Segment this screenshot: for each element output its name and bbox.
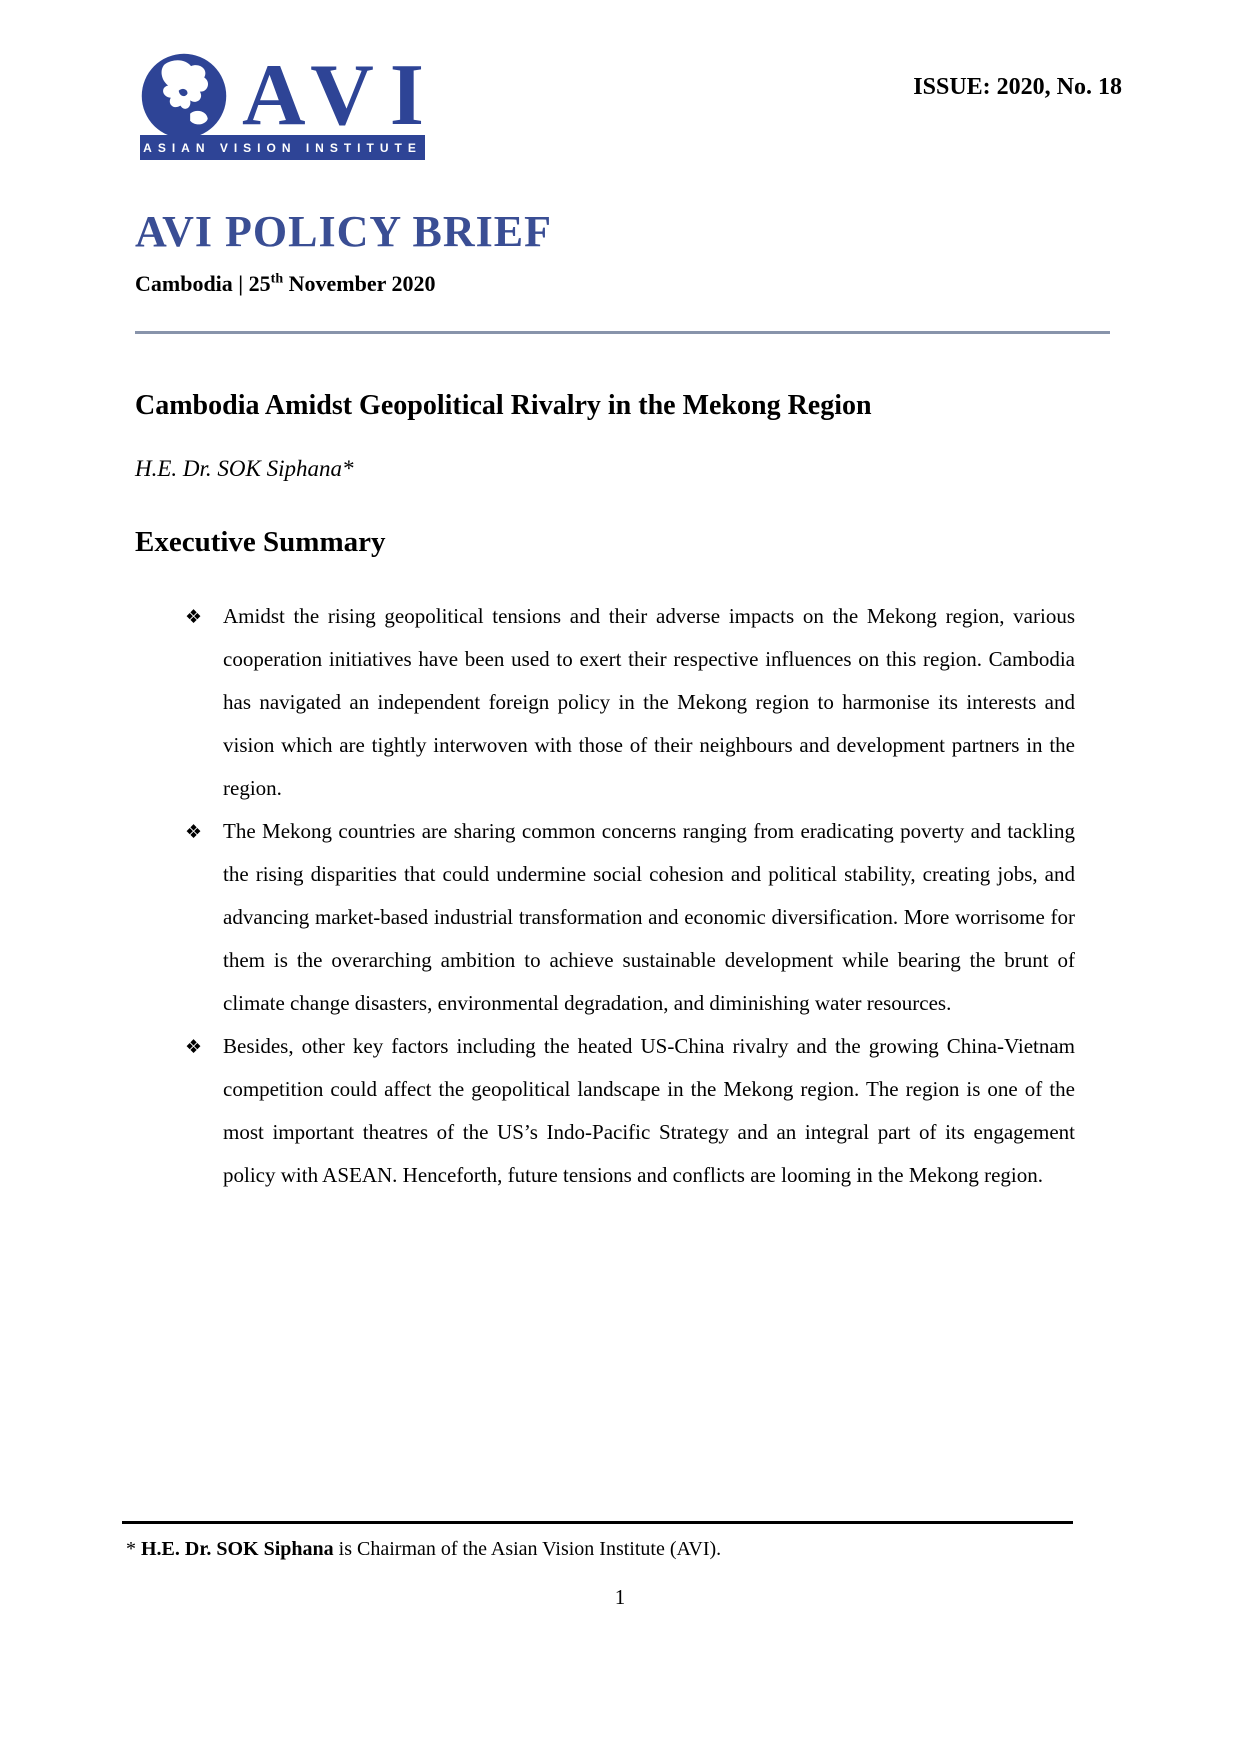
summary-bullet-1-text: Amidst the rising geopolitical tensions and their adverse impacts on the Mekong region, various cooperation initiatives have been used to exert their respective influences on this region. Cambodia has navigated an independent foreign policy in the Mekong region to harmonise its interests and vision which are tightly interwoven with those of their neighbours and development partners in the region. — [223, 604, 1075, 800]
four-diamond-bullet-icon: ❖ — [185, 821, 203, 843]
summary-bullet-2 — [185, 810, 1075, 1025]
logo-tagline: ASIAN VISION INSTITUTE — [140, 135, 425, 160]
dateline-prefix: Cambodia | 25 — [135, 271, 271, 296]
footnote-author-name: H.E. Dr. SOK Siphana — [141, 1538, 334, 1560]
footnote — [126, 1538, 721, 1561]
footnote-text: is Chairman of the Asian Vision Institute (AVI). — [333, 1538, 722, 1560]
masthead-title: AVI POLICY BRIEF — [135, 207, 552, 256]
header-divider-line — [135, 331, 1110, 334]
avi-logo — [140, 47, 441, 160]
summary-bullet-3 — [185, 1025, 1075, 1197]
issue-label: ISSUE: 2020, No. 18 — [913, 74, 1122, 100]
four-diamond-bullet-icon: ❖ — [185, 1036, 203, 1058]
dateline-suffix: November 2020 — [283, 271, 436, 296]
logo-acronym: AVI — [242, 47, 441, 144]
globe-asia-icon — [140, 52, 228, 140]
four-diamond-bullet-icon: ❖ — [185, 606, 203, 628]
logo-top-row — [140, 47, 441, 144]
footnote-marker: * — [126, 1538, 141, 1560]
summary-bullet-2-text: The Mekong countries are sharing common concerns ranging from eradicating poverty and tackling the rising disparities that could undermine social cohesion and political stability, creating jobs, and advancing market-based industrial transformation and economic diversification. More worrisome for them is the overarching ambition to achieve sustainable development while bearing the brunt of climate change disasters, environmental degradation, and diminishing water resources. — [223, 819, 1075, 1015]
dateline-ordinal-suffix: th — [270, 271, 284, 287]
summary-bullet-3-text: Besides, other key factors including the heated US-China rivalry and the growing China-Vietnam competition could affect the geopolitical landscape in the Mekong region. The region is one of the most important theatres of the US’s Indo-Pacific Strategy and an integral part of its engagement policy with ASEAN. Henceforth, future tensions and conflicts are looming in the Mekong region. — [223, 1034, 1075, 1187]
page-header — [140, 47, 1122, 160]
author-line: H.E. Dr. SOK Siphana* — [135, 456, 354, 481]
dateline — [135, 271, 1240, 297]
article-title: Cambodia Amidst Geopolitical Rivalry in the Mekong Region — [135, 390, 872, 421]
footnote-separator-line — [122, 1521, 1073, 1524]
executive-summary-heading: Executive Summary — [135, 526, 386, 558]
executive-summary-list — [185, 595, 1075, 1197]
summary-bullet-1 — [185, 595, 1075, 810]
page-number: 1 — [614, 1585, 626, 1609]
